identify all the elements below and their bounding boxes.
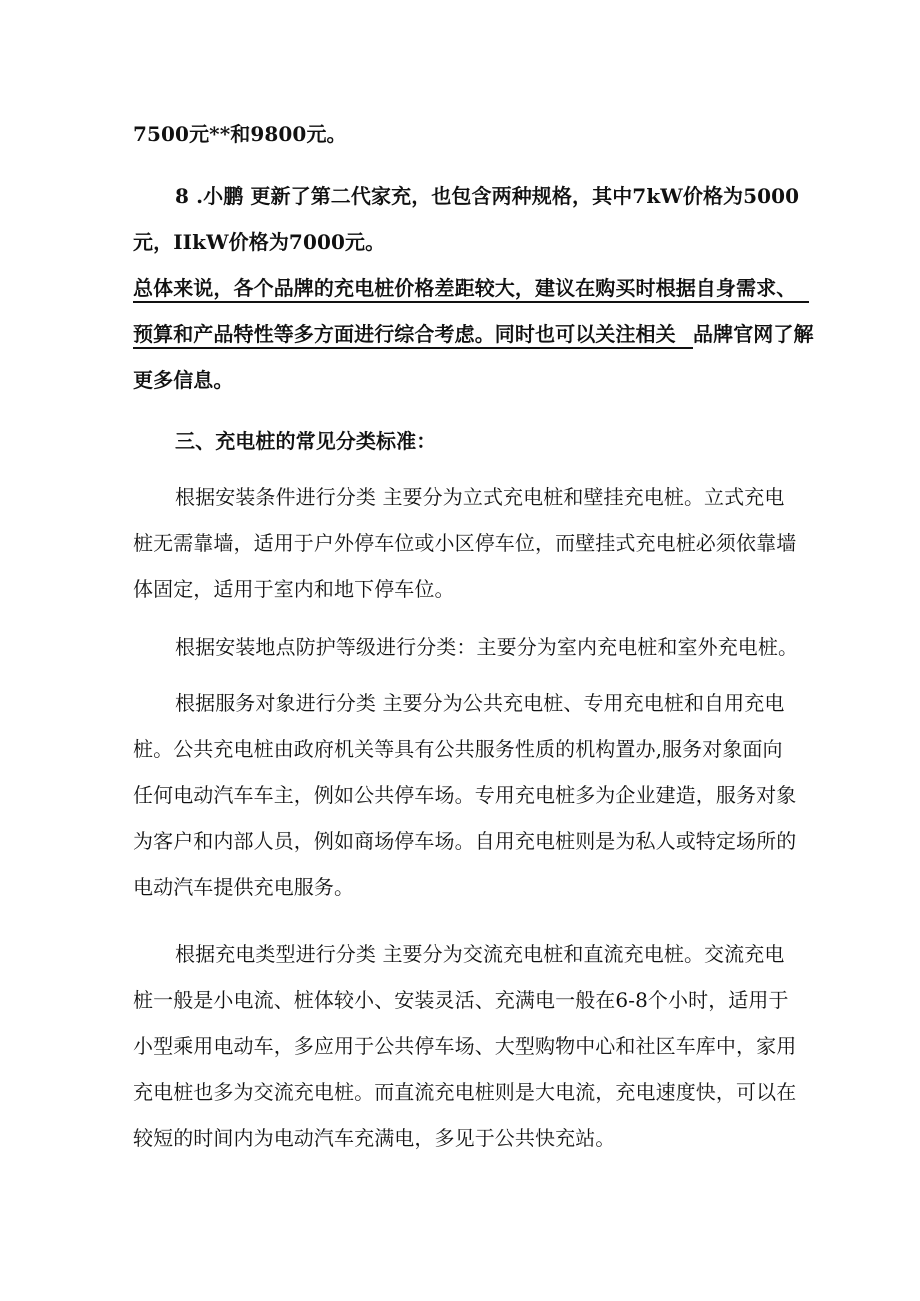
summary-line-1: 总体来说，各个品牌的充电桩价格差距较大，建议在购买时根据自身需求、 (133, 276, 797, 300)
para-type-line-4: 充电桩也多为交流充电桩。而直流充电桩则是大电流，充电速度快，可以在 (133, 1080, 797, 1104)
para-service-line-3: 任何电动汽车车主，例如公共停车场。专用充电桩多为企业建造，服务对象 (133, 783, 797, 807)
summary-line-2b: 品牌官网了解 (693, 322, 814, 346)
summary-underline-2 (133, 347, 693, 349)
para-protection-line-1: 根据安装地点防护等级进行分类：主要分为室内充电桩和室外充电桩。 (175, 635, 799, 659)
item-8-line-1: 8 .小鹏 更新了第二代家充，也包含两种规格，其中7kW价格为5000 (175, 184, 800, 208)
summary-underline-1 (133, 301, 809, 303)
para-service-line-1: 根据服务对象进行分类 主要分为公共充电桩、专用充电桩和自用充电 (175, 691, 785, 715)
item-8-line-2: 元，IIkW价格为7000元。 (133, 230, 386, 254)
section-heading: 三、充电桩的常见分类标准： (175, 429, 437, 453)
para-service-line-2: 桩。公共充电桩由政府机关等具有公共服务性质的机构置办,服务对象面向 (133, 737, 783, 761)
summary-line-2a: 预算和产品特性等多方面进行综合考虑。同时也可以关注相关 (133, 322, 676, 346)
para-type-line-5: 较短的时间内为电动汽车充满电，多见于公共快充站。 (133, 1126, 616, 1150)
price-line-continuation: 7500元**和9800元。 (133, 122, 347, 146)
para-install-line-2: 桩无需靠墙，适用于户外停车位或小区停车位，而壁挂式充电桩必须依靠墙 (133, 531, 797, 555)
para-install-line-3: 体固定，适用于室内和地下停车位。 (133, 577, 455, 601)
para-type-line-1: 根据充电类型进行分类 主要分为交流充电桩和直流充电桩。交流充电 (175, 942, 785, 966)
para-type-line-2: 桩一般是小电流、桩体较小、安装灵活、充满电一般在6-8个小时，适用于 (133, 988, 789, 1012)
para-service-line-4: 为客户和内部人员，例如商场停车场。自用充电桩则是为私人或特定场所的 (133, 829, 797, 853)
para-type-line-3: 小型乘用电动车，多应用于公共停车场、大型购物中心和社区车库中，家用 (133, 1034, 797, 1058)
para-install-line-1: 根据安装条件进行分类 主要分为立式充电桩和壁挂充电桩。立式充电 (175, 485, 785, 509)
summary-line-3: 更多信息。 (133, 368, 234, 392)
para-service-line-5: 电动汽车提供充电服务。 (133, 875, 355, 899)
